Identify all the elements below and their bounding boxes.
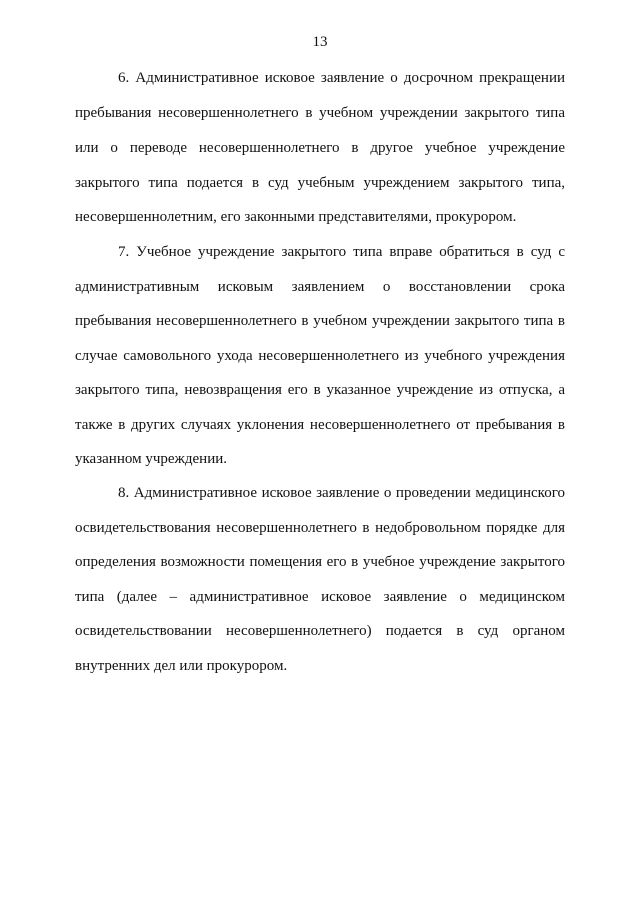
- paragraph-7-line-3: пребывания несовершеннолетнего в учебном учреждении закрытого типа в: [75, 313, 565, 329]
- paragraph-6-line-5: несовершеннолетним, его законными представителями, прокурором.: [75, 209, 517, 225]
- paragraph-8-line-5: освидетельствовании несовершеннолетнего) подается в суд органом: [75, 623, 565, 639]
- paragraph-7-line-4: случае самовольного ухода несовершеннолетнего из учебного учреждения: [75, 348, 565, 364]
- paragraph-7-line-1: 7. Учебное учреждение закрытого типа вправе обратиться в суд с: [118, 244, 565, 260]
- paragraph-8-line-6: внутренних дел или прокурором.: [75, 658, 288, 674]
- page-number: 13: [312, 34, 328, 50]
- paragraph-6-line-2: пребывания несовершеннолетнего в учебном учреждении закрытого типа: [75, 105, 565, 121]
- paragraph-7-line-5: закрытого типа, невозвращения его в указанное учреждение из отпуска, а: [75, 382, 565, 398]
- paragraph-8-line-3: определения возможности помещения его в учебное учреждение закрытого: [75, 554, 565, 570]
- paragraph-8-line-1: 8. Административное исковое заявление о проведении медицинского: [118, 485, 565, 501]
- paragraph-6-line-4: закрытого типа подается в суд учебным учреждением закрытого типа,: [75, 175, 565, 191]
- paragraph-6-line-1: 6. Административное исковое заявление о досрочном прекращении: [118, 70, 565, 86]
- paragraph-8-line-4: типа (далее – административное исковое заявление о медицинском: [75, 589, 565, 605]
- paragraph-7-line-7: указанном учреждении.: [75, 451, 227, 467]
- paragraph-7-line-2: административным исковым заявлением о восстановлении срока: [75, 279, 565, 295]
- paragraph-6-line-3: или о переводе несовершеннолетнего в другое учебное учреждение: [75, 140, 565, 156]
- paragraph-8-line-2: освидетельствования несовершеннолетнего в недобровольном порядке для: [75, 520, 565, 536]
- paragraph-7-line-6: также в других случаях уклонения несовершеннолетнего от пребывания в: [75, 417, 565, 433]
